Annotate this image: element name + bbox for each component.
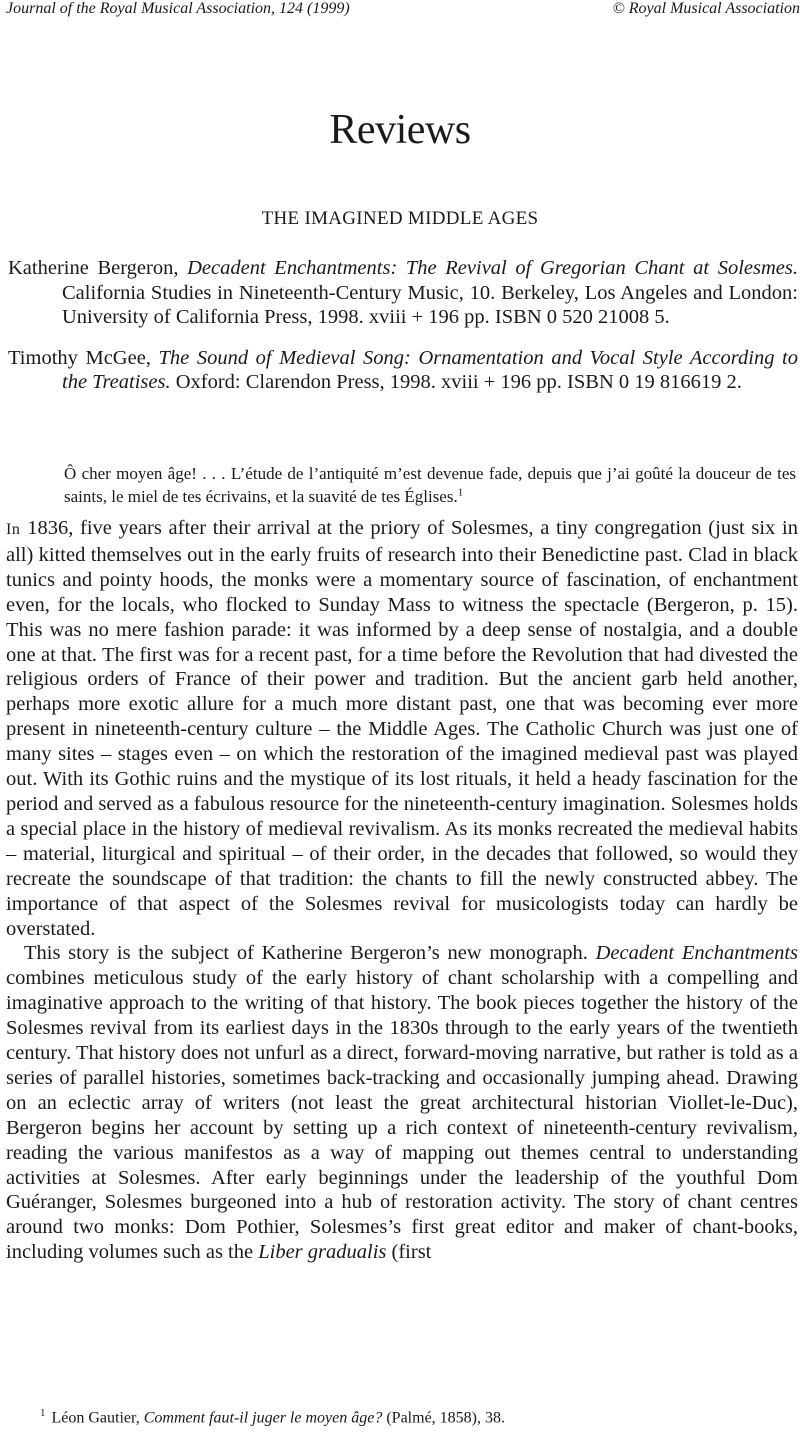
section-title: Reviews: [329, 107, 471, 153]
paragraph-text: (first: [386, 1241, 432, 1264]
footnote-title: Comment faut-il juger le moyen âge?: [143, 1409, 383, 1427]
copyright-notice: © Royal Musical Association: [612, 0, 800, 17]
lead-word: In: [6, 521, 21, 538]
footnote-rest: (Palmé, 1858), 38.: [382, 1409, 505, 1427]
footnote-author: Léon Gautier,: [51, 1409, 144, 1427]
paragraph-text: 1836, five years after their arrival at the priory of Solesmes, a tiny congregation (just six in all) kitted themselves out in the early fruits of research into their Benedictine past. Clad in black tunics and pointy hoods, the monks were a momentary source of fascination, of enchantment even, for the locals, who flocked to Sunday Mass to witness the spectacle (Bergeron, p. 15). This was no mere fashion parade: it was informed by a deep sense of nostalgia, and a double one at that. The first was for a recent past, for a time before the Revolution that had divested the religious orders of France of their power and tradition. But the ancient garb held another, perhaps more exotic allure for a much more distant past, one that was becoming ever more present in nineteenth-century culture – the Middle Ages. The Catholic Church was just one of many sites – stages even – on which the restoration of the imagined medieval past was played out. With its Gothic ruins and the mystique of its lost rituals, it held a heady fascination for the period and served as a fabulous resource for the nineteenth-century imagination. Solesmes holds a special place in the history of medieval revivalism. As its monks recreated the medieval habits – material, liturgical and spiritual – of their order, in the decades that followed, so would they recreate the soundscape of that tradition: the chants to fill the newly constructed abbey. The importance of that aspect of the Solesmes revival for musicologists today can hardly be overstated.: [6, 517, 798, 940]
italic-title: Liber gradualis: [258, 1241, 387, 1264]
footnote-number: 1: [40, 1407, 46, 1419]
book-author: Katherine Bergeron,: [8, 257, 188, 279]
review-title: THE IMAGINED MIDDLE AGES: [261, 208, 539, 229]
paragraph: [6, 516, 798, 941]
book-details: Oxford: Clarendon Press, 1998. xviii + 196 pp. ISBN 0 19 816619 2.: [170, 371, 742, 394]
review-body: [6, 516, 798, 1265]
reviewed-books: [8, 256, 798, 411]
journal-citation: Journal of the Royal Musical Association, 124 (1999): [6, 0, 350, 17]
book-title: Decadent Enchantments: The Revival of Gregorian Chant at Solesmes.: [187, 257, 798, 279]
book-title: The Sound of Medieval Song: Ornamentation and Vocal Style According to the Treatises.: [62, 346, 798, 394]
book-reference: [8, 346, 798, 395]
paragraph-text: This story is the subject of Katherine Bergeron’s new monograph.: [24, 942, 596, 965]
book-author: Timothy McGee,: [8, 346, 159, 369]
book-reference: [8, 256, 798, 330]
footnote-marker: 1: [457, 486, 464, 499]
epigraph-text: Ô cher moyen âge! . . . L’étude de l’antiquité m’est devenue fade, depuis que j’ai goûté la douceur de tes saints, le miel de tes écrivains, et la suavité de tes Églises.: [64, 464, 796, 506]
footnote: [40, 1403, 800, 1428]
running-head: [6, 0, 800, 22]
paragraph: [6, 941, 798, 1265]
book-details: California Studies in Nineteenth-Century Music, 10. Berkeley, Los Angeles and London: University of California Press, 1998. xviii + 196 pp. ISBN 0 520 21008 5.: [62, 281, 798, 329]
paragraph-text: combines meticulous study of the early history of chant scholarship with a compelling and imaginative approach to the writing of that history. The book pieces together the history of the Solesmes revival from its earliest days in the 1830s through to the early years of the twentieth century. That history does not unfurl as a direct, forward-moving narrative, but rather is told as a series of parallel histories, sometimes back-tracking and occasionally jumping ahead. Drawing on an eclectic array of writers (not least the great architectural historian Viollet-le-Duc), Bergeron begins her account by setting up a rich context of nineteenth-century revivalism, reading the various manifestos as a way of mapping out themes central to understanding activities at Solesmes. After early beginnings under the leadership of the youthful Dom Guéranger, Solesmes burgeoned into a hub of restoration activity. The story of chant centres around two monks: Dom Pothier, Solesmes’s first great editor and maker of chant-books, including volumes such as the: [6, 967, 798, 1264]
epigraph: [64, 462, 796, 508]
italic-title: Decadent Enchantments: [595, 942, 798, 965]
